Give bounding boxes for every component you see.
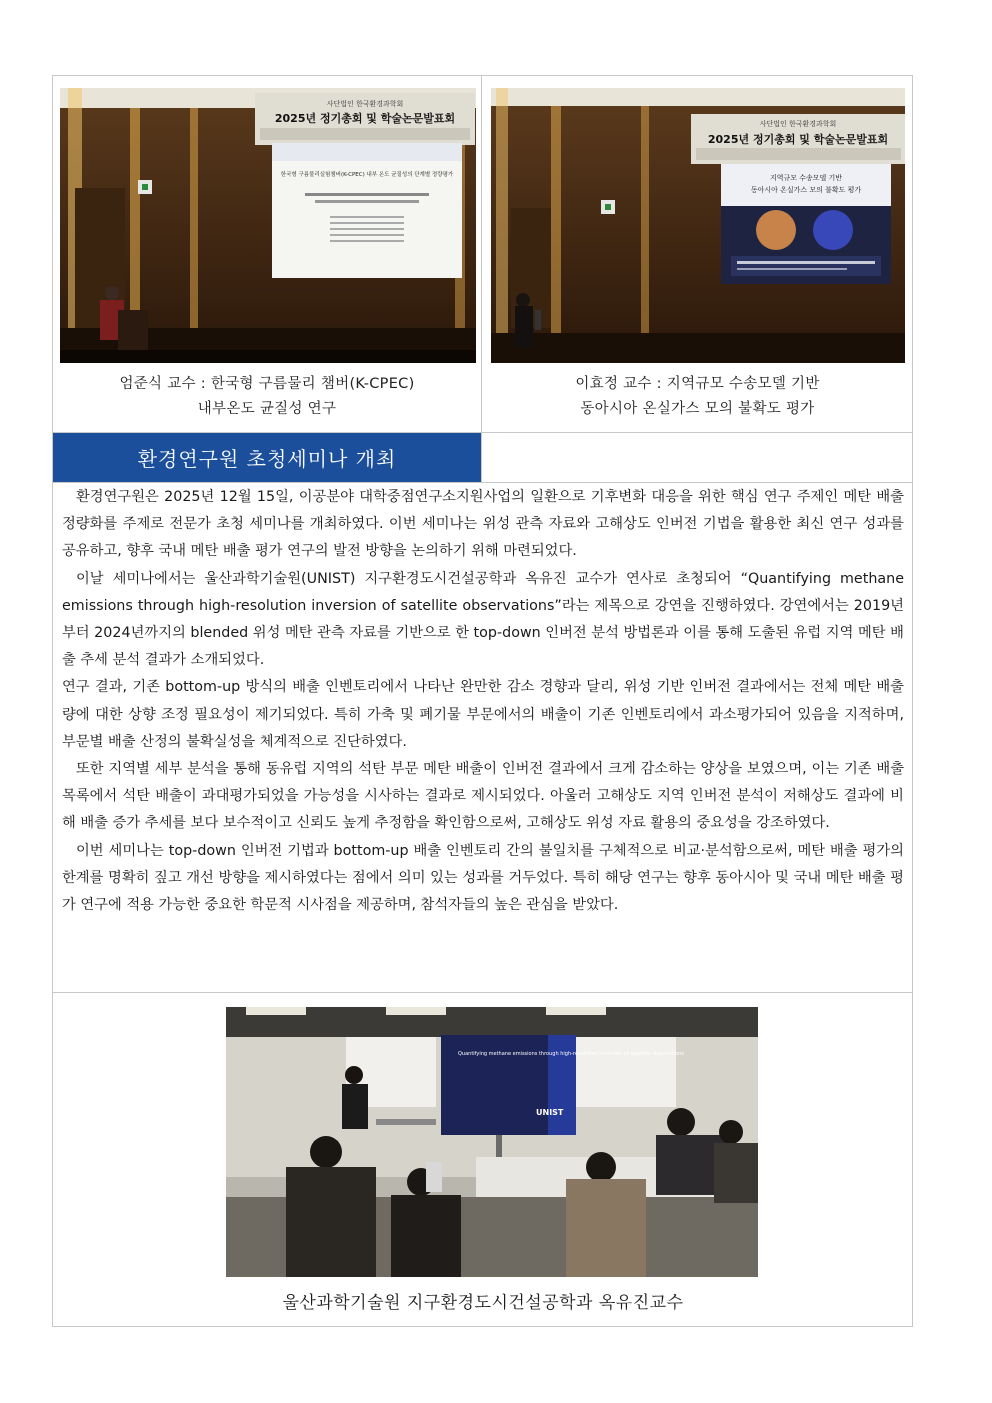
caption-left: [53, 372, 481, 422]
cell-divider: [52, 992, 913, 993]
banner-title-left: 2025년 정기총회 및 학술논문발표회: [274, 112, 456, 125]
slide-title-bottom: Quantifying methane emissions through high-resolution inversion of satellite observations: [458, 1051, 684, 1057]
caption-right-line2: 동아시아 온실가스 모의 불확도 평가: [580, 401, 815, 417]
caption-bottom: 울산과학기술원 지구환경도시건설공학과 옥유진교수: [282, 1293, 684, 1313]
banner-subtitle-left: 사단법인 한국환경과학회: [326, 100, 404, 108]
article-paragraph: 이날 세미나에서는 울산과학기술원(UNIST) 지구환경도시건설공학과 옥유진 교수가 연사로 초청되어 “Quantifying methane emissions through high-resolution inversion of satellite observations”라는 제목으로 강연을 진행하였다. 강연에서는 2019년부터 2024년까지의 blended 위성 메탄 관측 자료를 기반으로 한 top-down 인버전 분석 방법론과 이를 통해 도출된 유럽 지역 메탄 배출 추세 분석 결과가 소개되었다.: [62, 570, 904, 669]
article-paragraph: 연구 결과, 기존 bottom-up 방식의 배출 인벤토리에서 나타난 완만한 감소 경향과 달리, 위성 기반 인버전 결과에서는 전체 메탄 배출량에 대한 상향 조정 필요성이 제기되었다. 특히 가축 및 폐기물 부문에서의 배출이 기존 인벤토리에서 과소평가되어 있음을 지적하며, 부문별 배출 산정의 불확실성을 체계적으로 진단하였다.: [62, 679, 904, 750]
slide-logo-bottom: UNIST: [536, 1108, 564, 1117]
article-paragraph: 환경연구원은 2025년 12월 15일, 이공분야 대학중점연구소지원사업의 일환으로 기후변화 대응을 위한 핵심 연구 주제인 메탄 배출 정량화를 주제로 전문가 초청 세미나를 개최하였다. 이번 세미나는 위성 관측 자료와 고해상도 인버전 기법을 활용한 최신 연구 성과를 공유하고, 향후 국내 메탄 배출 평가 연구의 발전 방향을 논의하기 위해 마련되었다.: [62, 489, 904, 560]
slide-title-right-line2: 동아시아 온실가스 모의 불확도 평가: [750, 186, 862, 194]
caption-left-line2: 내부온도 균질성 연구: [197, 401, 337, 417]
section-title-banner: [53, 433, 481, 482]
photo-left-presentation: [60, 88, 476, 363]
slide-title-right-line1: 지역규모 수송모델 기반: [769, 174, 843, 182]
caption-left-line1: 엄준식 교수 : 한국형 구름물리 챔버(K-CPEC): [119, 376, 415, 392]
slide-title-left: 한국형 구름물리실험챔버(K-CPEC) 내부 온도 균질성의 단계별 정량평가: [280, 172, 454, 178]
photo-bottom-seminar: [226, 1007, 758, 1277]
banner-title-right: 2025년 정기총회 및 학술논문발표회: [707, 133, 889, 146]
caption-right: [482, 372, 913, 422]
article-paragraph: 이번 세미나는 top-down 인버전 기법과 bottom-up 배출 인벤토리 간의 불일치를 구체적으로 비교·분석함으로써, 메탄 배출 평가의 한계를 명확히 짚고 개선 방향을 제시하였다는 점에서 의미 있는 성과를 거두었다. 특히 해당 연구는 향후 동아시아 및 국내 메탄 배출 평가 연구에 적용 가능한 중요한 학문적 시사점을 제공하며, 참석자들의 높은 관심을 받았다.: [62, 842, 904, 914]
photo-right-presentation: [491, 88, 905, 363]
cell-divider: [52, 482, 913, 483]
article-paragraph: 또한 지역별 세부 분석을 통해 동유럽 지역의 석탄 부문 메탄 배출이 인버전 결과에서 크게 감소하는 양상을 보였으며, 이는 기존 배출 목록에서 석탄 배출이 과대평가되었을 가능성을 시사하는 결과로 제시되었다. 아울러 고해상도 지역 인버전 분석이 저해상도 결과에 비해 배출 증가 추세를 보다 보수적이고 신뢰도 높게 추정함을 확인함으로써, 고해상도 위성 자료 활용의 중요성을 강조하였다.: [62, 761, 904, 832]
section-title: 환경연구원 초청세미나 개최: [137, 447, 397, 471]
banner-subtitle-right: 사단법인 한국환경과학회: [759, 120, 837, 128]
article-body: [62, 484, 904, 919]
caption-right-line1: 이효정 교수 : 지역규모 수송모델 기반: [575, 376, 820, 392]
